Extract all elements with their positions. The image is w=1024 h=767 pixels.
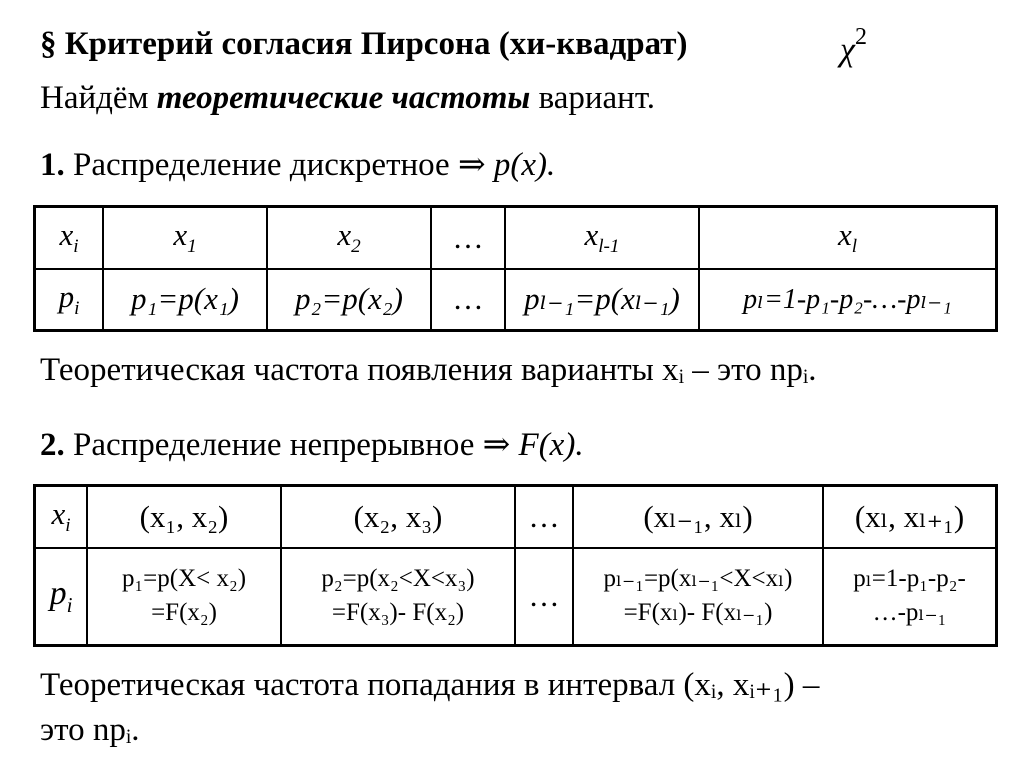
continuous-number: 2. bbox=[40, 427, 65, 463]
table-cell: … bbox=[431, 269, 505, 331]
continuous-func: F(x). bbox=[518, 427, 584, 463]
table-cell: (x₁, x₂) bbox=[87, 486, 281, 548]
intro-emphasis: теоретические частоты bbox=[156, 80, 531, 116]
discrete-table bbox=[33, 205, 998, 332]
chi-letter: χ bbox=[840, 31, 855, 69]
table-header-cell: $p_i$ bbox=[35, 548, 88, 646]
table-cell: p₂=p(x₂) bbox=[267, 269, 431, 331]
continuous-text: Распределение непрерывное ⇒ bbox=[64, 427, 519, 463]
chi-square-symbol bbox=[840, 24, 867, 69]
discrete-text: Распределение дискретное ⇒ bbox=[64, 147, 494, 183]
continuous-frequency-text-end: это npᵢ. bbox=[40, 712, 140, 748]
intro-line bbox=[40, 80, 655, 117]
table-row bbox=[35, 486, 997, 548]
table-cell: p₁=p(x₁) bbox=[103, 269, 267, 331]
table-row bbox=[35, 269, 997, 331]
table-cell: $x_{l-1}$ bbox=[505, 207, 699, 269]
page-title: § Критерий согласия Пирсона (хи-квадрат) bbox=[40, 26, 688, 62]
table-cell: $x_1$ bbox=[103, 207, 267, 269]
table-cell: (xₗ, xₗ₊₁) bbox=[823, 486, 997, 548]
table-cell: (xₗ₋₁, xₗ) bbox=[573, 486, 823, 548]
table-cell: pₗ=1-p₁-p₂-…-pₗ₋₁ bbox=[699, 269, 997, 331]
intro-after: вариант. bbox=[530, 80, 656, 116]
table-cell: $x_2$ bbox=[267, 207, 431, 269]
table-cell: p₂=p(x₂<X<x₃) =F(x₃)- F(x₂) bbox=[281, 548, 515, 646]
table-cell: … bbox=[431, 207, 505, 269]
continuous-heading bbox=[40, 424, 584, 464]
table-cell: pₗ₋₁=p(xₗ₋₁<X<xₗ) =F(xₗ)- F(xₗ₋₁) bbox=[573, 548, 823, 646]
table-cell: pₗ₋₁=p(xₗ₋₁) bbox=[505, 269, 699, 331]
table-header-cell: $x_i$ bbox=[35, 207, 104, 269]
table-cell: p₁=p(X< x₂) =F(x₂) bbox=[87, 548, 281, 646]
table-header-cell: $x_i$ bbox=[35, 486, 88, 548]
intro-before: Найдём bbox=[40, 80, 157, 116]
table-cell: (x₂, x₃) bbox=[281, 486, 515, 548]
table-row bbox=[35, 207, 997, 269]
discrete-number: 1. bbox=[40, 147, 65, 183]
continuous-table bbox=[33, 484, 998, 647]
table-cell: … bbox=[515, 486, 573, 548]
discrete-frequency-text: Теоретическая частота появления варианты xᵢ – это npᵢ. bbox=[40, 352, 817, 388]
table-cell: … bbox=[515, 548, 573, 646]
chi-power: 2 bbox=[854, 24, 867, 50]
discrete-func: p(x). bbox=[493, 147, 556, 183]
table-cell: $x_l$ bbox=[699, 207, 997, 269]
continuous-frequency-text: Теоретическая частота попадания в интервал (xᵢ, xᵢ₊₁) – bbox=[40, 667, 820, 703]
discrete-heading bbox=[40, 144, 555, 184]
table-row bbox=[35, 548, 997, 646]
table-header-cell: $p_i$ bbox=[35, 269, 104, 331]
table-cell: pₗ=1-p₁-p₂- …-pₗ₋₁ bbox=[823, 548, 997, 646]
